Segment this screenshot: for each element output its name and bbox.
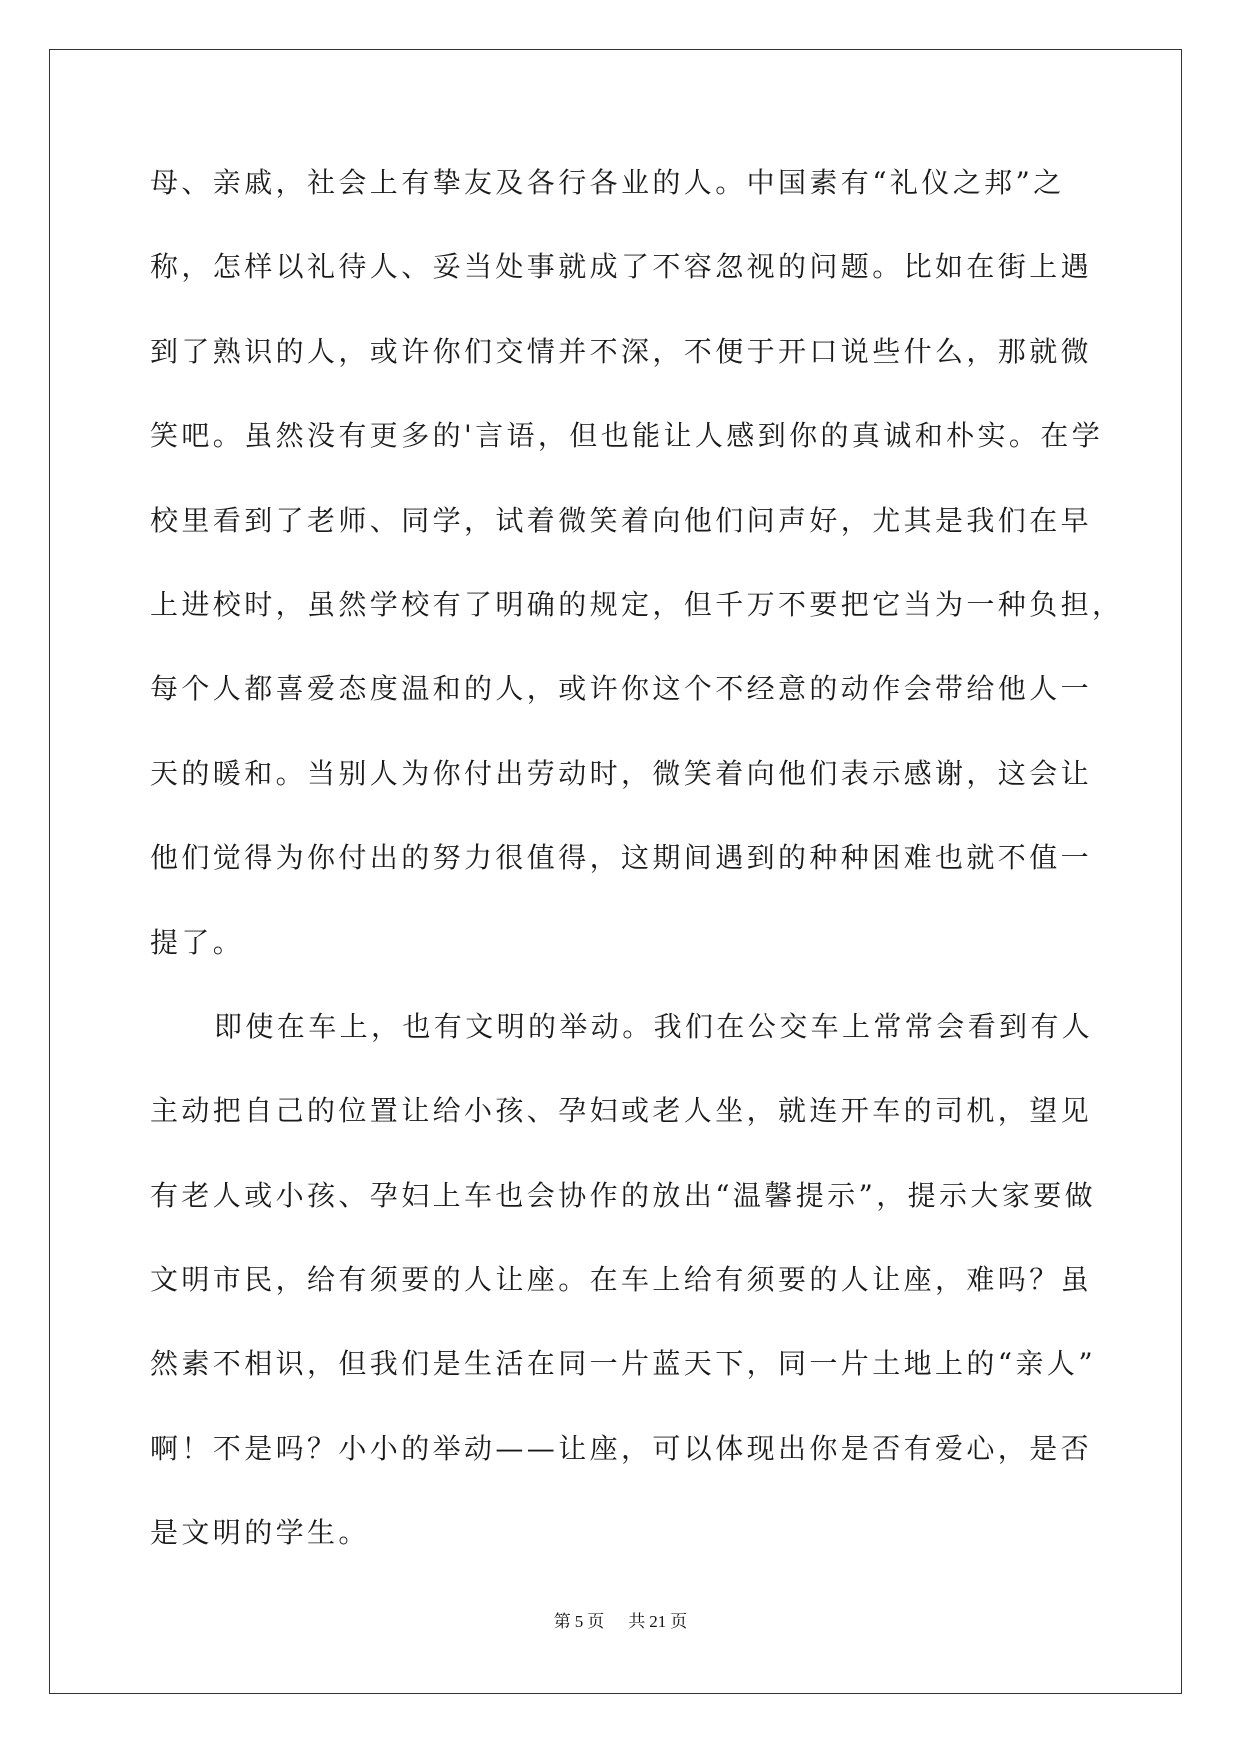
text-line: 提了。 [150,925,245,959]
total-suffix: 页 [670,1612,688,1631]
page-footer [0,1607,1241,1632]
page-suffix: 页 [587,1612,605,1631]
text-line: 啊！不是吗？小小的举动——让座，可以体现出你是否有爱心，是否 [150,1431,1093,1465]
text-line: 称，怎样以礼待人、妥当处事就成了不容忽视的问题。比如在街上遇 [150,250,1093,284]
text-line: 天的暖和。当别人为你付出劳动时，微笑着向他们表示感谢，这会让 [150,756,1093,790]
paragraph-1 [150,162,1124,1006]
text-line: 即使在车上，也有文明的举动。我们在公交车上常常会看到有人 [214,1009,1094,1043]
text-line: 校里看到了老师、同学，试着微笑着向他们问声好，尤其是我们在早 [150,503,1093,537]
page-current: 5 [574,1612,584,1631]
paragraph-2 [150,1006,1097,1597]
text-line: 文明市民，给有须要的人让座。在车上给有须要的人让座，难吗？虽 [150,1263,1093,1297]
text-line: 有老人或小孩、孕妇上车也会协作的放出“温馨提示”，提示大家要做 [150,1178,1097,1212]
document-body [150,162,1124,1597]
text-line: 每个人都喜爱态度温和的人，或许你这个不经意的动作会带给他人一 [150,672,1093,706]
page-prefix: 第 [553,1612,571,1631]
text-line: 到了熟识的人，或许你们交情并不深，不便于开口说些什么，那就微 [150,334,1093,368]
page-total: 21 [649,1612,667,1631]
text-line: 母、亲戚，社会上有挚友及各行各业的人。中国素有“礼仪之邦”之 [150,166,1065,199]
total-prefix: 共 [628,1612,646,1631]
text-line: 笑吧。虽然没有更多的'言语，但也能让人感到你的真诚和朴实。在学 [150,419,1104,453]
text-line: 主动把自己的位置让给小孩、孕妇或老人坐，就连开车的司机，望见 [150,1094,1093,1128]
text-line: 是文明的学生。 [150,1516,370,1550]
text-line: 他们觉得为你付出的努力很值得，这期间遇到的种种困难也就不值一 [150,841,1093,875]
text-line: 然素不相识，但我们是生活在同一片蓝天下，同一片土地上的“亲人” [150,1347,1097,1381]
text-line: 上进校时，虽然学校有了明确的规定，但千万不要把它当为一种负担， [150,587,1124,621]
